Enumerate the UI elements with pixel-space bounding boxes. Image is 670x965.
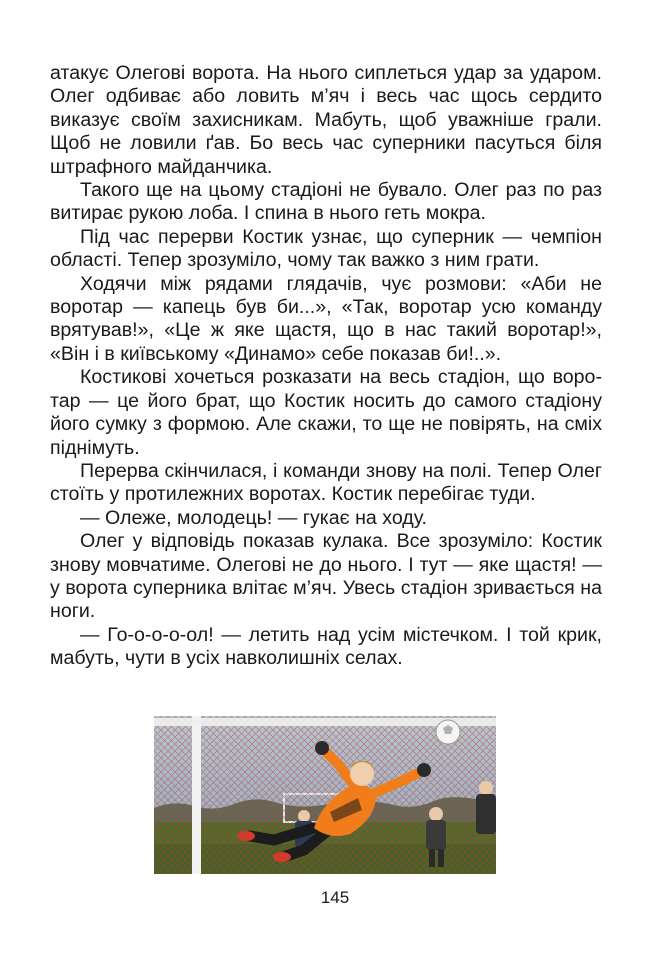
goal-post xyxy=(192,716,201,874)
page-number: 145 xyxy=(320,888,350,907)
text-column xyxy=(50,62,602,671)
paragraph: Під час перерви Костик узнає, що суперник — чемпіон області. Тепер зрозуміло, чому так важко з ним грати. xyxy=(50,225,602,272)
paragraph: Ходячи між рядами глядачів, чує розмови: «Аби не воротар — капець був би...», «Так, воротар усю команду врятував!», «Це ж яке щастя, що в нас такий воротар!», «Він і в київському «Динамо» себе показав би!..». xyxy=(50,272,602,365)
football xyxy=(436,720,460,744)
paragraph: атакує Олегові ворота. На нього сиплеться удар за ударом. Олег одбиває або ловить м’яч і весь час щось сердито виказує своїм захисникам. Мабуть, щоб уважніше грали. Щоб не ловили ґав. Бо весь час суперники пасуться біля штрафного майданчика. xyxy=(50,62,602,178)
paragraph: Олег у відповідь показав кулака. Все зрозуміло: Костик знову мовчатиме. Олегові не до нього. І тут — яке щастя! — у ворота суперника влітає м’яч. Увесь стадіон зривається на ноги. xyxy=(50,530,602,623)
paragraph: Такого ще на цьому стадіоні не бувало. Олег раз по раз витирає рукою лоба. І спина в нього геть мокра. xyxy=(50,179,602,225)
paragraph: Перерва скінчилася, і команди знову на полі. Тепер Олег стоїть у протилежних воротах. Костик перебігає туди. xyxy=(50,459,602,506)
paragraph: — Олеже, молодець! — гукає на ходу. xyxy=(80,506,428,529)
goalkeeper-illustration xyxy=(154,716,496,874)
paragraph: Костикові хочеться розказати на весь стадіон, що воротар — це його брат, що Костик носить до самого стадіону його сумку з формою. Але скажи, то ще не повірять, на сміх піднімуть. xyxy=(50,366,602,459)
goalkeeper-photo xyxy=(154,716,496,874)
paragraph: — Го-о-о-о-ол! — летить над усім містечком. І той крик, мабуть, чути в усіх навколишніх селах. xyxy=(50,623,602,670)
